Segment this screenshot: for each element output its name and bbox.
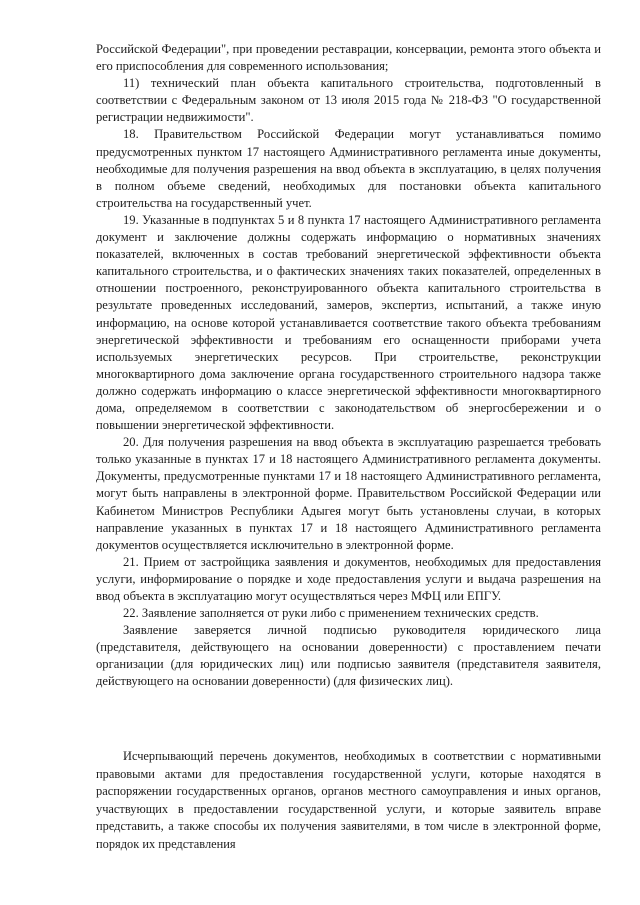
paragraph-22: 22. Заявление заполняется от руки либо с применением технических средств. — [123, 606, 539, 621]
paragraph-20: 20. Для получения разрешения на ввод объекта в эксплуатацию разрешается требовать только указанные в пунктах 17 и 18 настоящего Административного регламента документы. Документы, предусмотренные пунктами 17 и 18 настоящего Административного регламента, могут быть направлены в электронной форме. Правительством Российской Федерации или Кабинетом Министров Республики Адыгея могут быть установлены случаи, в которых направление указанных в пунктах 17 и 18 настоящего Административного регламента документов осуществляется исключительно в электронной форме. — [96, 435, 601, 552]
summary-text-block — [96, 748, 601, 854]
paragraph-signature: Заявление заверяется личной подписью руководителя юридического лица (представителя, действующего на основании доверенности) с проставлением печати организации (для юридических лиц) или подписью заявителя (представителя заявителя, действующего на основании доверенности) (для физических лиц). — [96, 623, 601, 689]
paragraph-18: 18. Правительством Российской Федерации могут устанавливаться помимо предусмотренных пунктом 17 настоящего Административного регламента иные документы, необходимые для получения разрешения на ввод объекта в эксплуатацию, в целях получения в полном объеме сведений, необходимых для постановки объекта капитального строительства на государственный учет. — [96, 127, 601, 210]
paragraph-19: 19. Указанные в подпунктах 5 и 8 пункта 17 настоящего Административного регламента документ и заключение должны содержать информацию о нормативных значениях показателей, включенных в состав требований энергетической эффективности объекта капитального строительства, и о фактических значениях таких показателей, определенных в отношении построенного, реконструированного объекта капитального строительства в результате проведенных исследований, замеров, экспертиз, испытаний, а также иную информацию, на основе которой устанавливается соответствие такого объекта требованиям энергетической эффективности и требованиям его оснащенности приборами учета используемых энергетических ресурсов. При строительстве, реконструкции многоквартирного дома заключение органа государственного строительного надзора также должно содержать информацию о классе энергетической эффективности многоквартирного дома, определяемом в соответствии с законодательством об энергосбережении и о повышении энергетической эффективности. — [96, 212, 601, 433]
paragraph-21: 21. Прием от застройщика заявления и документов, необходимых для предоставления услуги, информирование о порядке и ходе предоставления услуги и выдача разрешения на ввод объекта в эксплуатацию могут осуществляться через МФЦ или ЕПГУ. — [96, 554, 601, 603]
main-text-block — [96, 41, 601, 691]
paragraph-continuation: Российской Федерации", при проведении реставрации, консервации, ремонта этого объекта и его приспособления для современного использования; — [96, 42, 601, 74]
paragraph-summary-heading: Исчерпывающий перечень документов, необходимых в соответствии с нормативными правовыми актами для предоставления государственной услуги, которые находятся в распоряжении государственных органов, органов местного самоуправления и иных органов, участвующих в предоставлении государственной услуги, и которые заявитель вправе представить, а также способы их получения заявителями, в том числе в электронной форме, порядок их представления — [96, 749, 601, 851]
paragraph-11: 11) технический план объекта капитального строительства, подготовленный в соответствии с Федеральным законом от 13 июля 2015 года № 218-ФЗ "О государственной регистрации недвижимости". — [96, 76, 601, 125]
